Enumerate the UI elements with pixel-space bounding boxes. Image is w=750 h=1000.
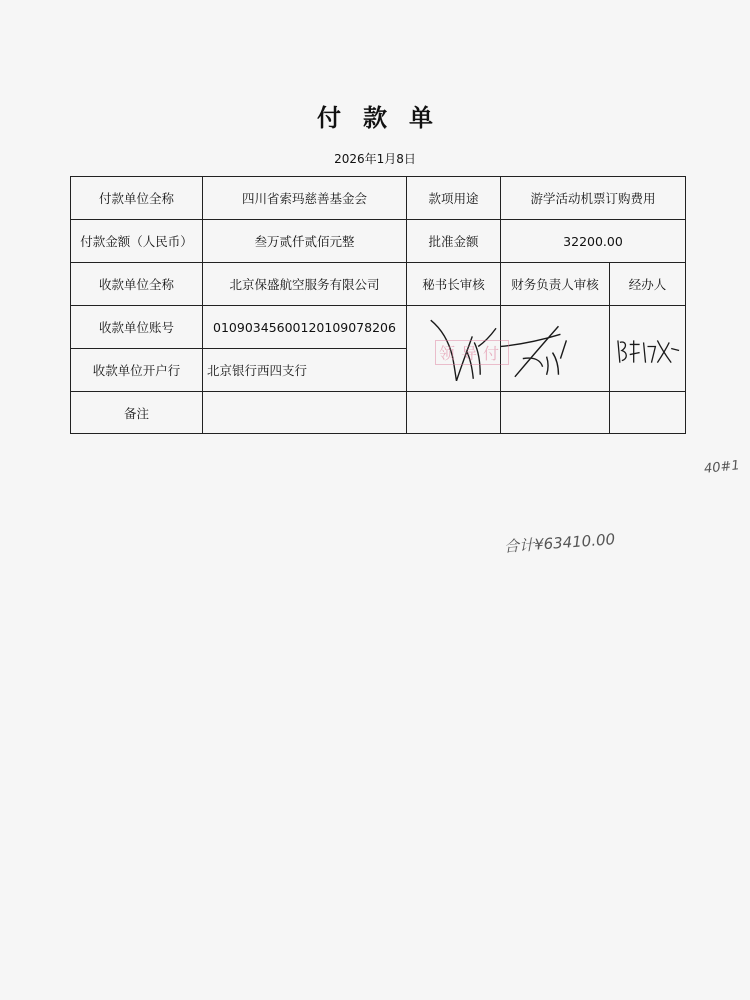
remarks-value	[203, 392, 407, 434]
finance-signature-cell	[439, 306, 610, 392]
remarks-blank-3	[610, 392, 686, 434]
remarks-label: 备注	[71, 392, 203, 434]
handler-label: 经办人	[610, 263, 686, 306]
table-row	[71, 306, 686, 349]
approval-stamp: 领导付	[435, 340, 509, 365]
approved-amount-value: 32200.00	[501, 220, 686, 263]
table-row	[71, 392, 686, 434]
amount-words-label: 付款金额（人民币）	[71, 220, 203, 263]
payee-bank-label: 收款单位开户行	[71, 349, 203, 392]
payee-account-label: 收款单位账号	[71, 306, 203, 349]
finance-signature	[501, 306, 609, 391]
amount-words-value: 叁万贰仟贰佰元整	[203, 220, 407, 263]
payee-name-value: 北京保盛航空服务有限公司	[203, 263, 407, 306]
payee-name-label: 收款单位全称	[71, 263, 203, 306]
document-date: 2026年1月8日	[334, 152, 416, 166]
purpose-value: 游学活动机票订购费用	[501, 177, 686, 220]
secretary-review-label: 秘书长审核	[407, 263, 501, 306]
payer-name-value: 四川省索玛慈善基金会	[203, 177, 407, 220]
payee-account-value: 0109034560012010907820​6	[203, 306, 407, 349]
handler-signature-cell	[610, 306, 686, 392]
table-row	[71, 177, 686, 220]
finance-review-label: 财务负责人审核	[501, 263, 610, 306]
handwritten-count-note: 40#1	[703, 458, 741, 477]
table-row	[71, 263, 686, 306]
handwritten-total-note: 合计¥63410.00	[503, 530, 616, 556]
payer-name-label: 付款单位全称	[71, 177, 203, 220]
purpose-label: 款项用途	[407, 177, 501, 220]
remarks-blank-1	[407, 392, 501, 434]
payment-voucher-table	[70, 176, 686, 434]
remarks-blank-2	[501, 392, 610, 434]
handler-signature	[610, 306, 685, 391]
payee-bank-value: 北京银行西四支行	[203, 349, 407, 392]
table-row	[71, 220, 686, 263]
approved-amount-label: 批准金额	[407, 220, 501, 263]
page-title: 付款单	[317, 104, 455, 132]
